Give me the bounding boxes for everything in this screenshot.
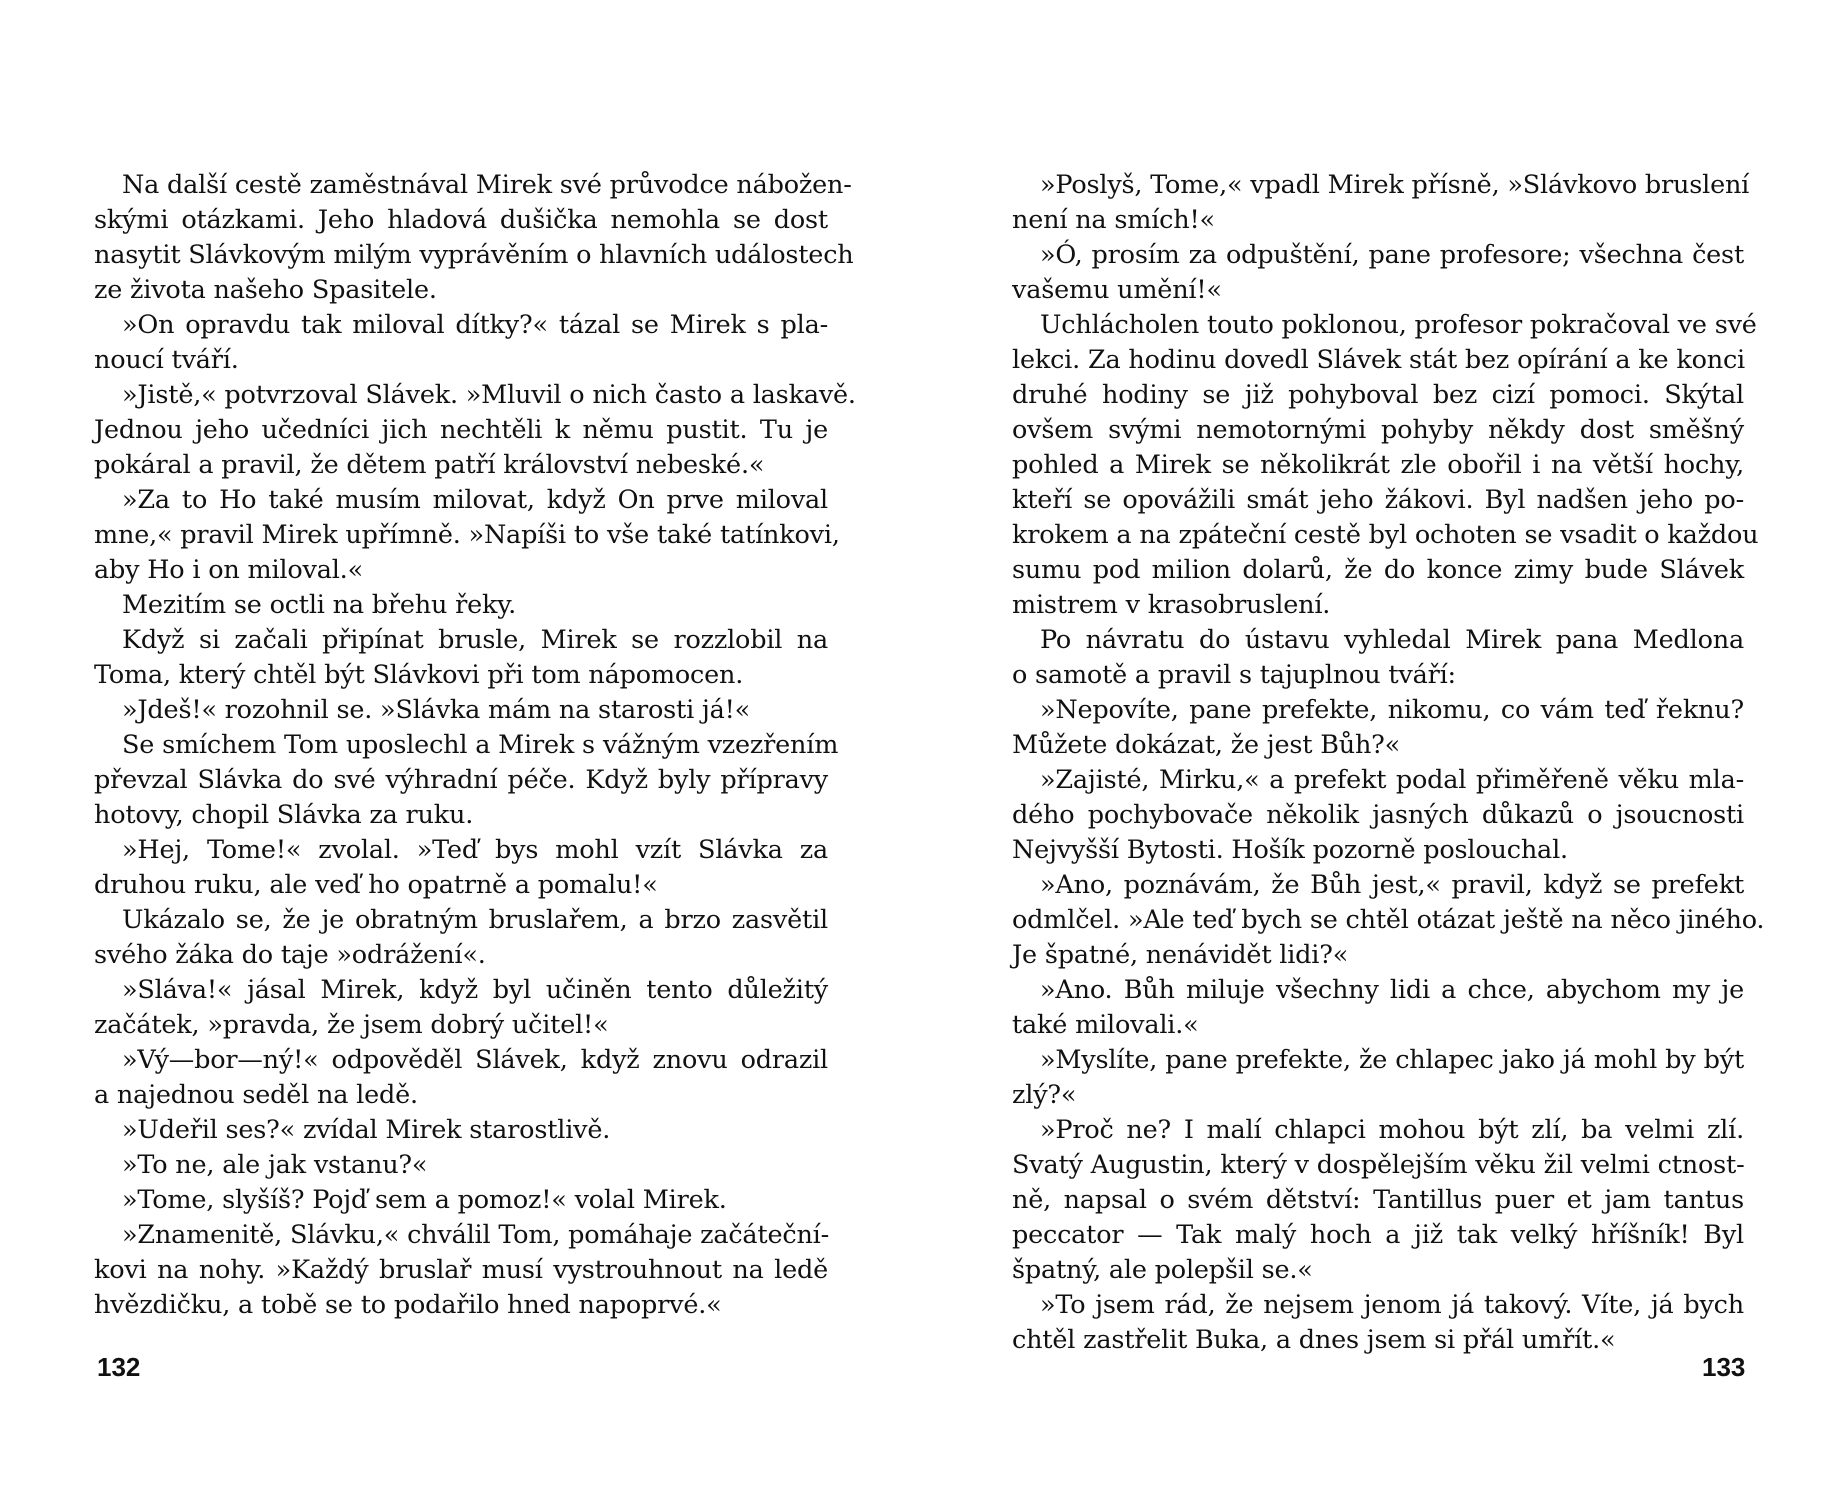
text-line: »Myslíte, pane prefekte, že chlapec jako já mohl by být [1040,1045,1744,1075]
text-line: odmlčel. »Ale teď bych se chtěl otázat ještě na něco jiného. [1012,905,1765,935]
text-line: druhou ruku, ale veď ho opatrně a pomalu!« [94,870,658,900]
text-line: Toma, který chtěl být Slávkovi při tom nápomocen. [94,660,744,690]
text-line: kovi na nohy. »Každý bruslař musí vystrouhnout na ledě [94,1255,828,1285]
text-line: »Vý—bor—ný!« odpověděl Slávek, když znovu odrazil [122,1045,828,1075]
text-line: převzal Slávka do své výhradní péče. Když byly přípravy [94,765,828,795]
text-line: sumu pod milion dolarů, že do konce zimy bude Slávek [1012,555,1744,585]
text-line: Po návratu do ústavu vyhledal Mirek pana Medlona [1040,625,1744,655]
text-line: Svatý Augustin, který v dospělejším věku žil velmi ctnost- [1012,1150,1745,1180]
text-line: mne,« pravil Mirek upřímně. »Napíši to vše také tatínkovi, [94,520,840,550]
left-page-text [94,168,856,1323]
text-line: aby Ho i on miloval.« [94,555,363,585]
text-line: hotovy, chopil Slávka za ruku. [94,800,474,830]
text-line: ně, napsal o svém dětství: Tantillus puer et jam tantus [1012,1185,1744,1215]
text-line: »Poslyš, Tome,« vpadl Mirek přísně, »Slávkovo bruslení [1040,170,1750,200]
text-line: začátek, »pravda, že jsem dobrý učitel!« [94,1010,609,1040]
text-line: ze života našeho Spasitele. [94,275,437,305]
text-line: Uchlácholen touto poklonou, profesor pokračoval ve své [1040,310,1757,340]
text-line: »Udeřil ses?« zvídal Mirek starostlivě. [122,1115,611,1145]
text-line: Na další cestě zaměstnával Mirek své průvodce nábožen- [122,170,852,200]
text-line: »Ano. Bůh miluje všechny lidi a chce, abychom my je [1040,975,1744,1005]
text-line: Se smíchem Tom uposlechl a Mirek s vážným vzezřením [122,730,839,760]
right-page-number: 133 [1702,1352,1746,1382]
left-page-number: 132 [97,1352,141,1382]
text-line: nasytit Slávkovým milým vyprávěním o hlavních událostech [94,240,854,270]
text-line: »Hej, Tome!« zvolal. »Teď bys mohl vzít Slávka za [122,835,828,865]
text-line: »Ó, prosím za odpuštění, pane profesore; všechna čest [1040,240,1744,270]
text-line: o samotě a pravil s tajuplnou tváří: [1012,660,1456,690]
text-line: dého pochybovače několik jasných důkazů o jsoucnosti [1012,800,1744,830]
text-line: Můžete dokázat, že jest Bůh?« [1012,730,1401,760]
text-line: není na smích!« [1012,205,1215,235]
text-line: skými otázkami. Jeho hladová dušička nemohla se dost [94,205,828,235]
text-line: krokem a na zpáteční cestě byl ochoten se vsadit o každou [1012,520,1759,550]
right-page-text [1012,168,1765,1358]
text-line: »Znamenitě, Slávku,« chválil Tom, pomáhaje začáteční- [122,1220,830,1250]
text-line: »On opravdu tak miloval dítky?« tázal se Mirek s pla- [122,310,828,340]
text-line: hvězdičku, a tobě se to podařilo hned napoprvé.« [94,1290,722,1320]
text-line: Ukázalo se, že je obratným bruslařem, a brzo zasvětil [122,905,828,935]
text-line: také milovali.« [1012,1010,1199,1040]
text-line: Mezitím se octli na břehu řeky. [122,590,517,620]
text-line: »To jsem rád, že nejsem jenom já takový. Víte, já bych [1040,1290,1744,1320]
text-line: ovšem svými nemotornými pohyby někdy dost směšný [1012,415,1744,445]
text-line: a najednou seděl na ledě. [94,1080,418,1110]
text-line: Když si začali připínat brusle, Mirek se rozzlobil na [122,625,828,655]
text-line: zlý?« [1012,1080,1077,1110]
text-line: vašemu umění!« [1012,275,1222,305]
text-line: peccator — Tak malý hoch a již tak velký hříšník! Byl [1012,1220,1744,1250]
text-line: »Jdeš!« rozohnil se. »Slávka mám na starosti já!« [122,695,751,725]
text-line: »To ne, ale jak vstanu?« [122,1150,428,1180]
text-line: druhé hodiny se již pohyboval bez cizí pomoci. Skýtal [1012,380,1744,410]
text-line: »Sláva!« jásal Mirek, když byl učiněn tento důležitý [122,975,828,1005]
text-line: Je špatné, nenávidět lidi?« [1012,940,1349,970]
text-line: pokáral a pravil, že dětem patří království nebeské.« [94,450,765,480]
text-line: kteří se opovážili smát jeho žákovi. Byl nadšen jeho po- [1012,485,1744,515]
text-line: »Ano, poznávám, že Bůh jest,« pravil, když se prefekt [1040,870,1744,900]
text-line: mistrem v krasobruslení. [1012,590,1331,620]
text-line: »Zajisté, Mirku,« a prefekt podal přiměřeně věku mla- [1040,765,1744,795]
text-line: »Jistě,« potvrzoval Slávek. »Mluvil o nich často a laskavě. [122,380,856,410]
text-line: chtěl zastřelit Buka, a dnes jsem si přál umřít.« [1012,1325,1616,1355]
text-line: svého žáka do taje »odrážení«. [94,940,486,970]
text-line: noucí tváří. [94,345,239,375]
text-line: lekci. Za hodinu dovedl Slávek stát bez opírání a ke konci [1012,345,1745,375]
text-line: »Proč ne? I malí chlapci mohou být zlí, ba velmi zlí. [1040,1115,1744,1145]
text-line: pohled a Mirek se několikrát zle obořil i na větší hochy, [1012,450,1744,480]
text-line: Jednou jeho učedníci jich nechtěli k němu pustit. Tu je [94,415,828,445]
text-line: špatný, ale polepšil se.« [1012,1255,1313,1285]
text-line: »Nepovíte, pane prefekte, nikomu, co vám teď řeknu? [1040,695,1744,725]
text-line: Nejvyšší Bytosti. Hošík pozorně poslouchal. [1012,835,1568,865]
text-line: »Tome, slyšíš? Pojď sem a pomoz!« volal Mirek. [122,1185,727,1215]
text-line: »Za to Ho také musím milovat, když On prve miloval [122,485,828,515]
